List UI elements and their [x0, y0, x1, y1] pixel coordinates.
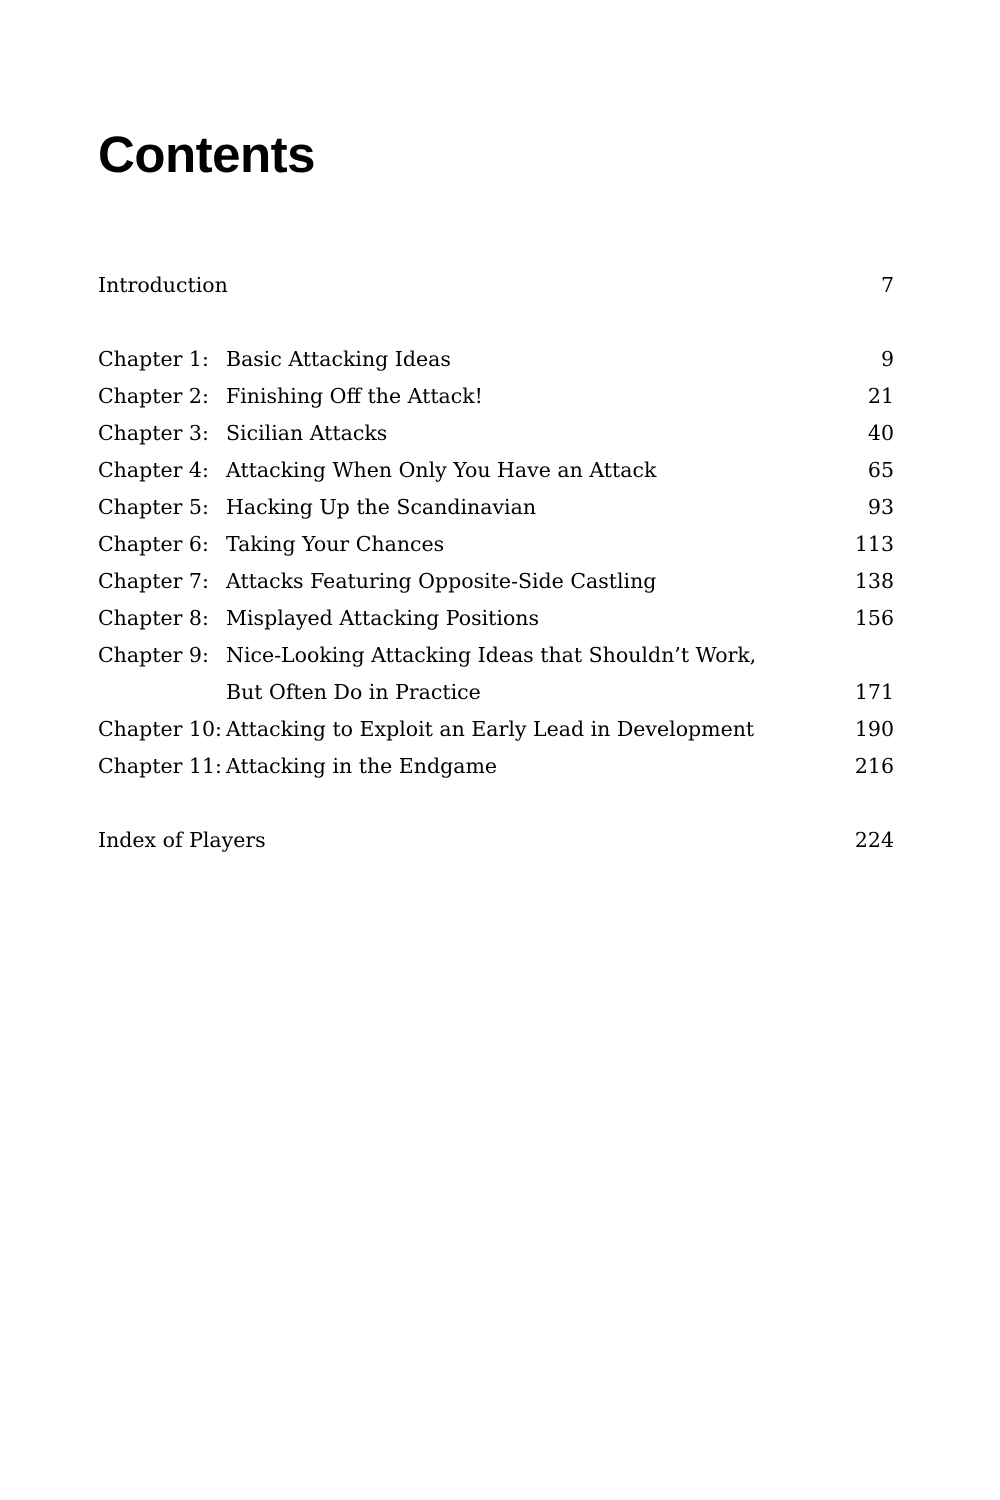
toc-page-number: 156 — [854, 606, 894, 630]
toc-entry-chapter-10[interactable] — [98, 711, 894, 748]
chapter-title: Attacks Featuring Opposite-Side Castling — [226, 569, 657, 593]
toc-entry-chapter-1[interactable] — [98, 341, 894, 378]
toc-page-number: 224 — [854, 828, 894, 852]
chapter-label: Chapter 1: — [98, 347, 209, 371]
toc-page-number: 9 — [880, 347, 894, 371]
toc-page-number: 40 — [867, 421, 894, 445]
toc-entry-chapter-7[interactable] — [98, 563, 894, 600]
chapter-title: Hacking Up the Scandinavian — [226, 495, 537, 519]
chapter-label: Chapter 4: — [98, 458, 209, 482]
toc-entry-chapter-9[interactable] — [98, 637, 894, 711]
chapter-title: Attacking When Only You Have an Attack — [226, 458, 657, 482]
chapter-label: Chapter 5: — [98, 495, 209, 519]
chapter-title: Misplayed Attacking Positions — [226, 606, 540, 630]
toc-entry-introduction[interactable] — [98, 267, 894, 304]
toc-page-number: 216 — [854, 754, 894, 778]
toc-entry-index[interactable] — [98, 822, 894, 859]
chapter-title: Nice-Looking Attacking Ideas that Shouldn’t Work, — [226, 643, 757, 667]
toc-entry-title: Introduction — [98, 273, 228, 297]
toc-entry-chapter-5[interactable] — [98, 489, 894, 526]
chapter-label: Chapter 8: — [98, 606, 209, 630]
chapter-label: Chapter 6: — [98, 532, 209, 556]
chapter-title: Attacking to Exploit an Early Lead in Development — [226, 717, 755, 741]
chapter-title: Basic Attacking Ideas — [226, 347, 451, 371]
toc-entry-chapter-4[interactable] — [98, 452, 894, 489]
chapter-label: Chapter 2: — [98, 384, 209, 408]
toc-page-number: 93 — [867, 495, 894, 519]
toc-entry-chapter-2[interactable] — [98, 378, 894, 415]
chapter-title: Taking Your Chances — [226, 532, 445, 556]
chapter-label: Chapter 3: — [98, 421, 209, 445]
chapter-label: Chapter 7: — [98, 569, 209, 593]
chapter-title: Attacking in the Endgame — [226, 754, 498, 778]
toc-entry-chapter-11[interactable] — [98, 748, 894, 785]
toc-page-number: 190 — [854, 717, 894, 741]
toc-page-number: 138 — [854, 569, 894, 593]
toc-page-number: 113 — [854, 532, 894, 556]
toc-entry-chapter-6[interactable] — [98, 526, 894, 563]
toc-entry-title: Index of Players — [98, 828, 266, 852]
chapter-label: Chapter 11: — [98, 754, 222, 778]
chapter-label: Chapter 9: — [98, 643, 209, 667]
toc-entry-chapter-8[interactable] — [98, 600, 894, 637]
toc-page-number: 7 — [880, 273, 894, 297]
chapter-label: Chapter 10: — [98, 717, 222, 741]
chapter-title: Finishing Off the Attack! — [226, 384, 483, 408]
page-title: Contents — [98, 126, 315, 183]
toc-page-number: 21 — [867, 384, 894, 408]
toc-page-number: 65 — [867, 458, 894, 482]
toc-page-number: 171 — [854, 680, 894, 704]
chapter-title: Sicilian Attacks — [226, 421, 388, 445]
chapter-title-continuation: But Often Do in Practice — [226, 680, 481, 704]
toc-entry-chapter-3[interactable] — [98, 415, 894, 452]
